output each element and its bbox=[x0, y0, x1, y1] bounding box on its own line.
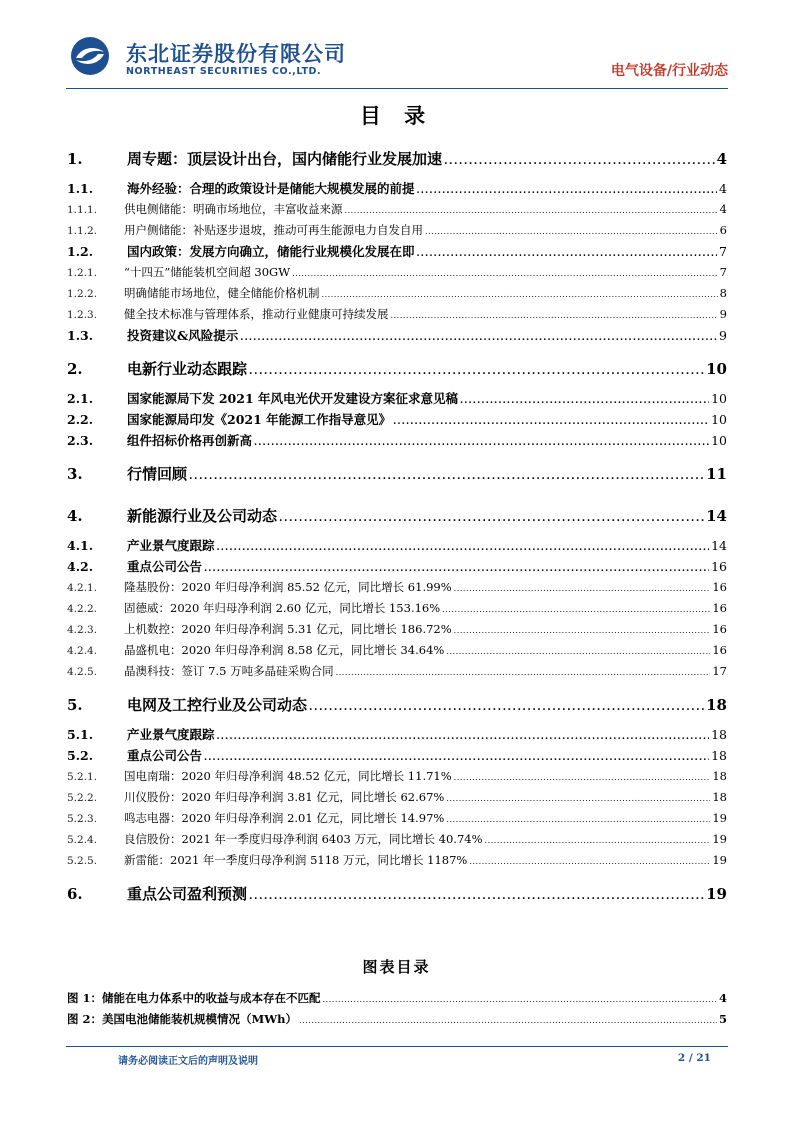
report-category: 电气设备/行业动态 bbox=[610, 63, 728, 79]
toc-entry-page: 10 bbox=[711, 391, 727, 406]
footer-divider bbox=[66, 1046, 728, 1047]
toc-entry-number: 1.1.1. bbox=[67, 204, 98, 216]
toc-entry-page: 19 bbox=[712, 811, 727, 825]
toc-entry-title: 产业景气度跟踪 bbox=[127, 538, 215, 553]
figures-list bbox=[67, 988, 727, 1030]
toc-entry[interactable] bbox=[67, 497, 727, 535]
toc-entry[interactable] bbox=[67, 766, 727, 787]
toc-entry-title: 重点公司盈利预测 bbox=[127, 885, 248, 903]
figures-list-title: 图表目录 bbox=[362, 958, 431, 976]
toc-entry[interactable] bbox=[67, 661, 727, 682]
toc-entry-number: 5.2. bbox=[67, 748, 94, 763]
toc-entry-page: 18 bbox=[706, 696, 727, 714]
figure-entry-label: 图 1： bbox=[67, 991, 103, 1005]
toc-entry-title: 上机数控：2020 年归母净利润 5.31 亿元，同比增长 186.72% bbox=[124, 622, 452, 636]
toc-entry-number: 5.2.1. bbox=[67, 771, 98, 783]
toc-dot-leader bbox=[240, 328, 717, 349]
toc-entry[interactable] bbox=[67, 724, 727, 745]
toc-entry[interactable] bbox=[67, 304, 727, 325]
toc-entry-title: 国家能源局印发《2021 年能源工作指导意见》 bbox=[127, 412, 392, 427]
toc-entry[interactable] bbox=[67, 535, 727, 556]
toc-entry[interactable] bbox=[67, 808, 727, 829]
figure-entry-page: 4 bbox=[718, 991, 727, 1005]
toc-dot-leader bbox=[446, 788, 710, 809]
toc-entry-number: 4.2.4. bbox=[67, 645, 98, 657]
toc-entry[interactable] bbox=[67, 140, 727, 178]
toc-dot-leader bbox=[254, 433, 709, 454]
toc-dot-leader bbox=[425, 221, 718, 242]
toc-entry-page: 4 bbox=[719, 181, 727, 196]
toc-entry-page: 4 bbox=[716, 150, 727, 168]
toc-entry-page: 10 bbox=[706, 360, 727, 378]
toc-entry-title: 晶盛机电：2020 年归母净利润 8.58 亿元，同比增长 34.64% bbox=[124, 643, 445, 657]
toc-entry-title: 国家能源局下发 2021 年风电光伏开发建设方案征求意见稿 bbox=[127, 391, 458, 406]
company-name-en: NORTHEAST SECURITIES CO.,LTD. bbox=[126, 66, 322, 77]
toc-entry[interactable] bbox=[67, 455, 727, 493]
table-of-contents bbox=[67, 140, 727, 913]
toc-dot-leader bbox=[485, 830, 711, 851]
toc-entry-number: 2. bbox=[67, 360, 83, 378]
toc-entry-page: 10 bbox=[711, 433, 727, 448]
toc-entry[interactable] bbox=[67, 262, 727, 283]
toc-dot-leader bbox=[322, 284, 718, 305]
toc-entry-title: 电网及工控行业及公司动态 bbox=[127, 696, 308, 714]
toc-entry-page: 14 bbox=[711, 538, 727, 553]
toc-entry-title: 新雷能：2021 年一季度归母净利润 5118 万元，同比增长 1187% bbox=[124, 853, 468, 867]
toc-entry-page: 8 bbox=[719, 286, 727, 300]
toc-entry-page: 7 bbox=[719, 265, 727, 279]
toc-entry-number: 3. bbox=[67, 465, 83, 483]
toc-dot-leader bbox=[446, 641, 710, 662]
footer-notice: 请务必阅读正文后的声明及说明 bbox=[118, 1056, 258, 1067]
toc-entry-page: 18 bbox=[711, 748, 727, 763]
figure-entry-title: 美国电池储能装机规模情况（MWh） bbox=[102, 1012, 298, 1026]
toc-entry[interactable] bbox=[67, 640, 727, 661]
toc-entry[interactable] bbox=[67, 283, 727, 304]
toc-entry-number: 2.2. bbox=[67, 412, 94, 427]
toc-entry-title: 投资建议&风险提示 bbox=[127, 328, 239, 343]
toc-entry[interactable] bbox=[67, 350, 727, 388]
toc-entry-title: 用户侧储能：补贴逐步退坡，推动可再生能源电力自发自用 bbox=[124, 223, 423, 237]
header-divider bbox=[66, 88, 728, 89]
toc-dot-leader bbox=[249, 353, 704, 391]
figure-entry[interactable] bbox=[67, 988, 727, 1009]
toc-entry-page: 9 bbox=[719, 307, 727, 321]
toc-entry-page: 18 bbox=[711, 727, 727, 742]
toc-entry-number: 2.3. bbox=[67, 433, 94, 448]
toc-entry[interactable] bbox=[67, 241, 727, 262]
toc-dot-leader bbox=[454, 767, 711, 788]
toc-dot-leader bbox=[442, 599, 710, 620]
toc-entry-title: 新能源行业及公司动态 bbox=[127, 507, 278, 525]
toc-entry-number: 5. bbox=[67, 696, 83, 714]
toc-entry[interactable] bbox=[67, 325, 727, 346]
toc-entry-number: 1.2.2. bbox=[67, 288, 98, 300]
toc-entry[interactable] bbox=[67, 577, 727, 598]
toc-entry-number: 4.2.3. bbox=[67, 624, 98, 636]
page-indicator: 2 / 21 bbox=[677, 1052, 711, 1064]
toc-entry-title: 国电南瑞：2020 年归母净利润 48.52 亿元，同比增长 11.71% bbox=[124, 769, 452, 783]
company-logo-icon bbox=[70, 36, 110, 76]
toc-entry-page: 16 bbox=[712, 622, 727, 636]
toc-entry-number: 6. bbox=[67, 885, 83, 903]
toc-entry-page: 14 bbox=[706, 507, 727, 525]
toc-entry-page: 16 bbox=[712, 601, 727, 615]
toc-dot-leader bbox=[391, 305, 718, 326]
toc-entry-number: 4.2.1. bbox=[67, 582, 98, 594]
figure-dot-leader bbox=[323, 989, 717, 1010]
toc-entry-title: 周专题：顶层设计出台，国内储能行业发展加速 bbox=[127, 150, 443, 168]
toc-entry-title: 重点公司公告 bbox=[127, 559, 203, 574]
toc-entry-page: 6 bbox=[719, 223, 727, 237]
toc-entry-title: 健全技术标准与管理体系，推动行业健康可持续发展 bbox=[124, 307, 389, 321]
toc-entry-title: “十四五”储能装机空间超 30GW bbox=[124, 265, 291, 279]
toc-entry-title: 固德威：2020 年归母净利润 2.60 亿元，同比增长 153.16% bbox=[124, 601, 441, 615]
toc-dot-leader bbox=[444, 143, 715, 181]
toc-entry[interactable] bbox=[67, 430, 727, 451]
toc-entry-page: 10 bbox=[711, 412, 727, 427]
toc-entry[interactable] bbox=[67, 598, 727, 619]
toc-dot-leader bbox=[279, 500, 704, 538]
toc-entry-title: 川仪股份：2020 年归母净利润 3.81 亿元，同比增长 62.67% bbox=[124, 790, 445, 804]
toc-dot-leader bbox=[446, 809, 710, 830]
toc-entry-number: 4.2. bbox=[67, 559, 94, 574]
figure-entry[interactable] bbox=[67, 1009, 727, 1030]
toc-entry[interactable] bbox=[67, 875, 727, 913]
toc-entry[interactable] bbox=[67, 850, 727, 871]
toc-entry-title: 产业景气度跟踪 bbox=[127, 727, 215, 742]
toc-entry-page: 16 bbox=[712, 580, 727, 594]
toc-entry-page: 19 bbox=[712, 853, 727, 867]
toc-entry[interactable] bbox=[67, 787, 727, 808]
toc-entry-page: 17 bbox=[712, 664, 727, 678]
toc-entry-number: 5.2.3. bbox=[67, 813, 98, 825]
toc-entry-number: 1.2. bbox=[67, 244, 94, 259]
toc-entry-title: 行情回顾 bbox=[127, 465, 188, 483]
toc-entry-number: 4.1. bbox=[67, 538, 94, 553]
toc-entry-number: 1.2.1. bbox=[67, 267, 98, 279]
toc-entry-number: 2.1. bbox=[67, 391, 94, 406]
toc-entry-page: 7 bbox=[719, 244, 727, 259]
toc-entry-title: 国内政策：发展方向确立，储能行业规模化发展在即 bbox=[127, 244, 415, 259]
toc-entry-page: 4 bbox=[719, 202, 727, 216]
toc-entry-title: 供电侧储能：明确市场地位，丰富收益来源 bbox=[124, 202, 343, 216]
toc-dot-leader bbox=[292, 263, 718, 284]
figure-dot-leader bbox=[299, 1010, 717, 1031]
toc-entry-title: 组件招标价格再创新高 bbox=[127, 433, 253, 448]
toc-entry[interactable] bbox=[67, 409, 727, 430]
toc-entry-title: 隆基股份：2020 年归母净利润 85.52 亿元，同比增长 61.99% bbox=[124, 580, 452, 594]
toc-entry[interactable] bbox=[67, 745, 727, 766]
toc-entry-number: 5.2.2. bbox=[67, 792, 98, 804]
toc-entry-page: 19 bbox=[706, 885, 727, 903]
toc-entry-title: 鸣志电器：2020 年归母净利润 2.01 亿元，同比增长 14.97% bbox=[124, 811, 445, 825]
toc-entry-number: 5.1. bbox=[67, 727, 94, 742]
toc-entry-page: 16 bbox=[711, 559, 727, 574]
toc-entry-title: 明确储能市场地位，健全储能价格机制 bbox=[124, 286, 320, 300]
toc-dot-leader bbox=[189, 458, 704, 496]
toc-entry-title: 晶澳科技：签订 7.5 万吨多晶硅采购合同 bbox=[124, 664, 334, 678]
toc-entry[interactable] bbox=[67, 619, 727, 640]
figure-entry-title: 储能在电力体系中的收益与成本存在不匹配 bbox=[102, 991, 321, 1005]
toc-entry-number: 4. bbox=[67, 507, 83, 525]
toc-entry-number: 1.2.3. bbox=[67, 309, 98, 321]
toc-dot-leader bbox=[454, 620, 711, 641]
toc-entry-number: 5.2.4. bbox=[67, 834, 98, 846]
figure-entry-label: 图 2： bbox=[67, 1012, 103, 1026]
toc-dot-leader bbox=[309, 689, 704, 727]
figure-entry-page: 5 bbox=[718, 1012, 727, 1026]
toc-entry-title: 重点公司公告 bbox=[127, 748, 203, 763]
toc-entry-number: 4.2.2. bbox=[67, 603, 98, 615]
toc-entry-page: 16 bbox=[712, 643, 727, 657]
toc-entry-number: 1.1.2. bbox=[67, 225, 98, 237]
toc-entry-number: 1.1. bbox=[67, 181, 94, 196]
toc-entry[interactable] bbox=[67, 829, 727, 850]
toc-entry[interactable] bbox=[67, 178, 727, 199]
toc-entry-title: 电新行业动态跟踪 bbox=[127, 360, 248, 378]
toc-dot-leader bbox=[454, 578, 711, 599]
toc-entry-title: 海外经验：合理的政策设计是储能大规模发展的前提 bbox=[127, 181, 415, 196]
toc-entry-number: 1. bbox=[67, 150, 83, 168]
toc-dot-leader bbox=[336, 662, 711, 683]
toc-entry-page: 9 bbox=[719, 328, 727, 343]
toc-entry[interactable] bbox=[67, 686, 727, 724]
toc-entry-page: 18 bbox=[712, 769, 727, 783]
toc-entry-number: 5.2.5. bbox=[67, 855, 98, 867]
page-title: 目 录 bbox=[359, 104, 434, 128]
toc-dot-leader bbox=[345, 200, 718, 221]
toc-dot-leader bbox=[249, 878, 704, 916]
toc-entry-title: 良信股份：2021 年一季度归母净利润 6403 万元，同比增长 40.74% bbox=[124, 832, 483, 846]
toc-entry-page: 19 bbox=[712, 832, 727, 846]
page-header bbox=[66, 30, 728, 88]
toc-entry-page: 18 bbox=[712, 790, 727, 804]
toc-entry-number: 4.2.5. bbox=[67, 666, 98, 678]
toc-entry[interactable] bbox=[67, 220, 727, 241]
toc-entry[interactable] bbox=[67, 556, 727, 577]
toc-entry[interactable] bbox=[67, 388, 727, 409]
toc-dot-leader bbox=[469, 851, 710, 872]
toc-entry[interactable] bbox=[67, 199, 727, 220]
company-name-cn: 东北证券股份有限公司 bbox=[126, 42, 346, 66]
toc-entry-number: 1.3. bbox=[67, 328, 94, 343]
toc-entry-page: 11 bbox=[706, 465, 727, 483]
